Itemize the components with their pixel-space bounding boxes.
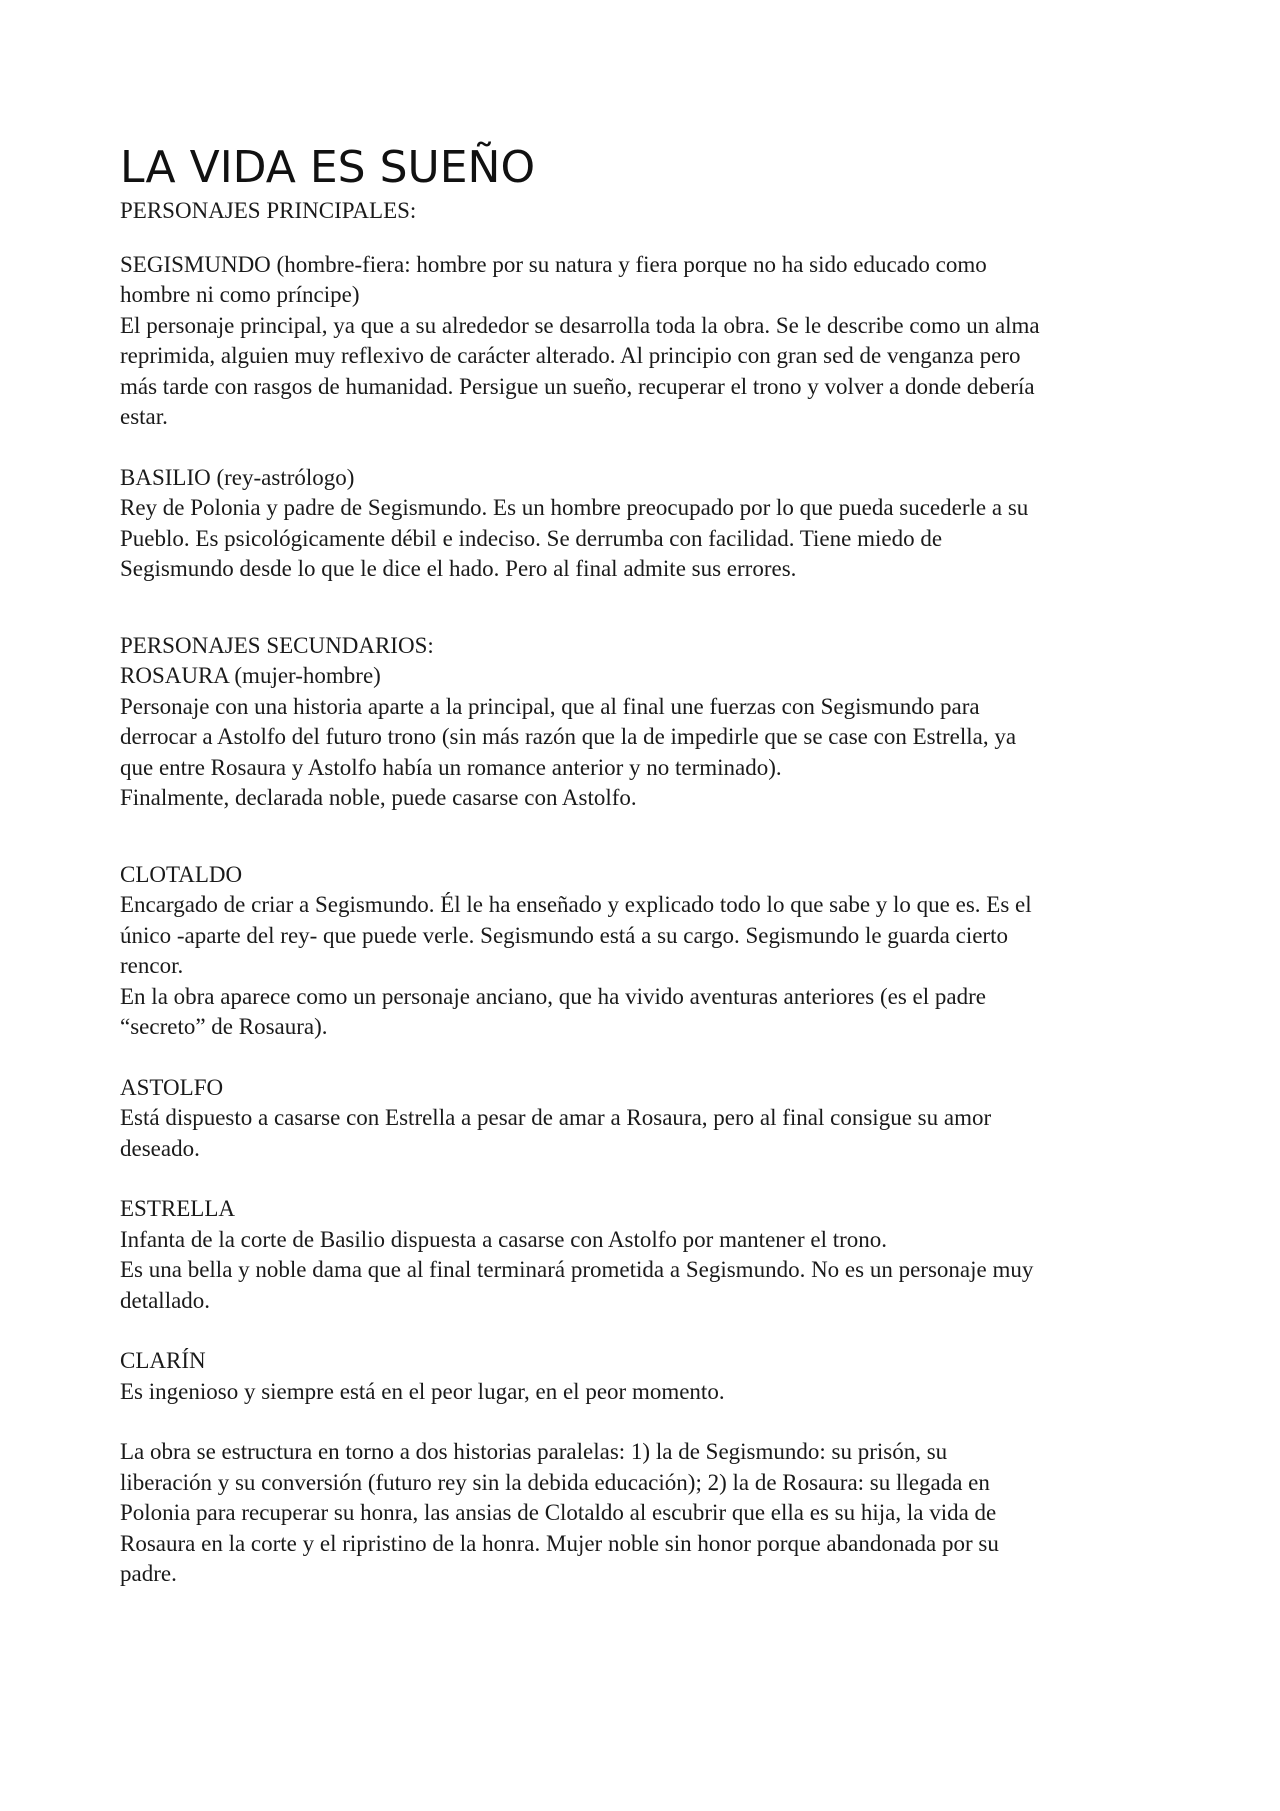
paragraph-line: Rey de Polonia y padre de Segismundo. Es un hombre preocupado por lo que pueda sucederle a su bbox=[120, 495, 1029, 520]
paragraph-line: deseado. bbox=[120, 1135, 200, 1161]
paragraph-line: Rosaura en la corte y el ripristino de la honra. Mujer noble sin honor porque abandonada por su bbox=[120, 1530, 999, 1556]
document-title: LA VIDA ES SUEÑO bbox=[120, 142, 536, 193]
character-name-astolfo: ASTOLFO bbox=[120, 1074, 224, 1100]
character-name-rosaura: ROSAURA (mujer-hombre) bbox=[120, 663, 381, 688]
document-page bbox=[120, 140, 1180, 1590]
paragraph-line: detallado. bbox=[120, 1287, 211, 1313]
paragraph-line: Pueblo. Es psicológicamente débil e indeciso. Se derrumba con facilidad. Tiene miedo de bbox=[120, 525, 943, 551]
paragraph-line: padre. bbox=[120, 1561, 177, 1586]
paragraph-line: Segismundo desde lo que le dice el hado. Pero al final admite sus errores. bbox=[120, 556, 797, 581]
paragraph-line: Es una bella y noble dama que al final terminará prometida a Segismundo. No es un personaje muy bbox=[120, 1257, 1034, 1282]
paragraph-line: Es ingenioso y siempre está en el peor lugar, en el peor momento. bbox=[120, 1378, 725, 1404]
character-clarin bbox=[120, 1346, 1180, 1407]
character-estrella bbox=[120, 1194, 1180, 1316]
paragraph-line: La obra se estructura en torno a dos historias paralelas: 1) la de Segismundo: su prisón, su bbox=[120, 1439, 948, 1464]
paragraph-line: Infanta de la corte de Basilio dispuesta a casarse con Astolfo por mantener el trono. bbox=[120, 1226, 888, 1252]
character-segismundo bbox=[120, 250, 1180, 433]
paragraph-line: más tarde con rasgos de humanidad. Persigue un sueño, recuperar el trono y volver a donde debería bbox=[120, 373, 1035, 399]
structure-paragraph bbox=[120, 1437, 1180, 1590]
paragraph-line: Finalmente, declarada noble, puede casarse con Astolfo. bbox=[120, 785, 637, 810]
character-name-clarin: CLARÍN bbox=[120, 1348, 206, 1373]
secondary-characters-heading: PERSONAJES SECUNDARIOS: bbox=[120, 632, 434, 658]
character-name-clotaldo: CLOTALDO bbox=[120, 861, 243, 887]
main-characters-heading: PERSONAJES PRINCIPALES: bbox=[120, 198, 417, 223]
character-name-segismundo-cont: hombre ni como príncipe) bbox=[120, 282, 360, 307]
paragraph-line: En la obra aparece como un personaje anciano, que ha vivido aventuras anteriores (es el padre bbox=[120, 983, 986, 1009]
paragraph-line: “secreto” de Rosaura). bbox=[120, 1014, 328, 1039]
character-name-estrella: ESTRELLA bbox=[120, 1196, 235, 1221]
paragraph-line: único -aparte del rey- que puede verle. Segismundo está a su cargo. Segismundo le guarda cierto bbox=[120, 922, 1008, 948]
character-rosaura bbox=[120, 661, 1180, 814]
paragraph-line: rencor. bbox=[120, 953, 184, 978]
character-clotaldo bbox=[120, 860, 1180, 1043]
paragraph-line: que entre Rosaura y Astolfo había un romance anterior y no terminado). bbox=[120, 754, 782, 780]
paragraph-line: derrocar a Astolfo del futuro trono (sin más razón que la de impedirle que se case con Estrella, ya bbox=[120, 724, 1017, 749]
character-basilio bbox=[120, 463, 1180, 585]
paragraph-line: Polonia para recuperar su honra, las ansias de Clotaldo al escubrir que ella es su hija, la vida de bbox=[120, 1500, 997, 1525]
paragraph-line: Está dispuesto a casarse con Estrella a pesar de amar a Rosaura, pero al final consigue su amor bbox=[120, 1105, 992, 1130]
character-name-basilio: BASILIO (rey-astrólogo) bbox=[120, 464, 355, 490]
paragraph-line: Encargado de criar a Segismundo. Él le ha enseñado y explicado todo lo que sabe y lo que es. Es el bbox=[120, 892, 1032, 917]
paragraph-line: Personaje con una historia aparte a la principal, que al final une fuerzas con Segismundo para bbox=[120, 693, 980, 719]
paragraph-line: reprimida, alguien muy reflexivo de carácter alterado. Al principio con gran sed de venganza pero bbox=[120, 343, 1021, 368]
paragraph-line: liberación y su conversión (futuro rey sin la debida educación); 2) la de Rosaura: su llegada en bbox=[120, 1469, 990, 1495]
character-name-segismundo: SEGISMUNDO (hombre-fiera: hombre por su natura y fiera porque no ha sido educado como bbox=[120, 251, 987, 277]
paragraph-line: estar. bbox=[120, 404, 168, 429]
character-astolfo bbox=[120, 1073, 1180, 1165]
paragraph-line: El personaje principal, ya que a su alrededor se desarrolla toda la obra. Se le describe como un alma bbox=[120, 312, 1040, 338]
